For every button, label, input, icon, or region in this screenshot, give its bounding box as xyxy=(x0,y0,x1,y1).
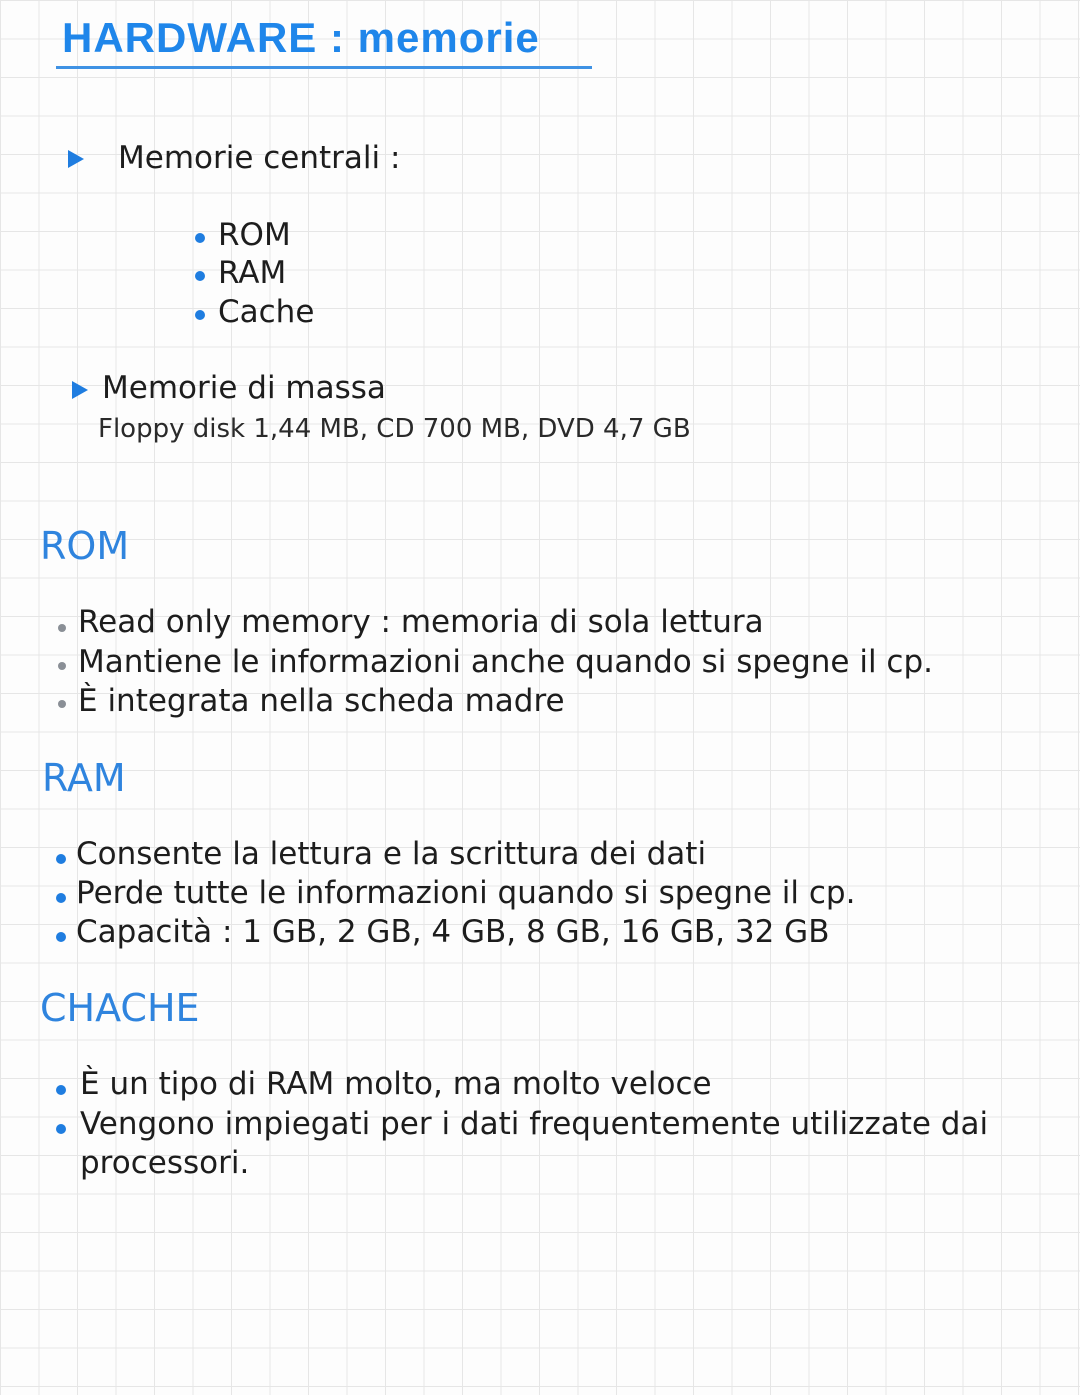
rom-item-1: Read only memory : memoria di sola lettura xyxy=(78,604,764,640)
triangle-bullet-icon xyxy=(72,381,88,399)
title-underline xyxy=(56,66,592,69)
central-memory-item-ram: RAM xyxy=(218,255,287,291)
rom-item-3: È integrata nella scheda madre xyxy=(78,683,565,719)
mass-memory-detail: Floppy disk 1,44 MB, CD 700 MB, DVD 4,7 GB xyxy=(98,414,691,444)
bullet-dot-icon xyxy=(195,271,205,281)
ram-heading: RAM xyxy=(42,756,126,800)
bullet-dot-icon xyxy=(195,310,205,320)
mass-memory-heading: Memorie di massa xyxy=(102,370,386,406)
page-title: HARDWARE : memorie xyxy=(62,14,540,61)
bullet-dot-icon xyxy=(195,233,205,243)
ram-item-3: Capacità : 1 GB, 2 GB, 4 GB, 8 GB, 16 GB, 32 GB xyxy=(76,914,830,950)
ram-item-1: Consente la lettura e la scrittura dei dati xyxy=(76,836,707,872)
cache-item-2: Vengono impiegati per i dati frequentemente utilizzate dai xyxy=(80,1106,989,1142)
rom-heading: ROM xyxy=(40,524,130,568)
triangle-bullet-icon xyxy=(68,150,84,168)
bullet-dot-icon xyxy=(58,662,66,670)
bullet-dot-icon xyxy=(58,700,66,708)
cache-item-1: È un tipo di RAM molto, ma molto veloce xyxy=(80,1066,712,1102)
bullet-dot-icon xyxy=(58,624,66,632)
ram-item-2: Perde tutte le informazioni quando si spegne il cp. xyxy=(76,875,856,911)
central-memory-item-rom: ROM xyxy=(218,217,291,253)
bullet-dot-icon xyxy=(56,854,66,864)
rom-item-2: Mantiene le informazioni anche quando si spegne il cp. xyxy=(78,644,933,680)
central-memory-item-cache: Cache xyxy=(218,294,315,330)
bullet-dot-icon xyxy=(56,893,66,903)
bullet-dot-icon xyxy=(56,1124,66,1134)
cache-heading: CHACHE xyxy=(40,986,200,1030)
cache-item-2-continued: processori. xyxy=(80,1145,250,1181)
bullet-dot-icon xyxy=(56,1085,66,1095)
central-memory-heading: Memorie centrali : xyxy=(118,140,401,176)
bullet-dot-icon xyxy=(56,932,66,942)
